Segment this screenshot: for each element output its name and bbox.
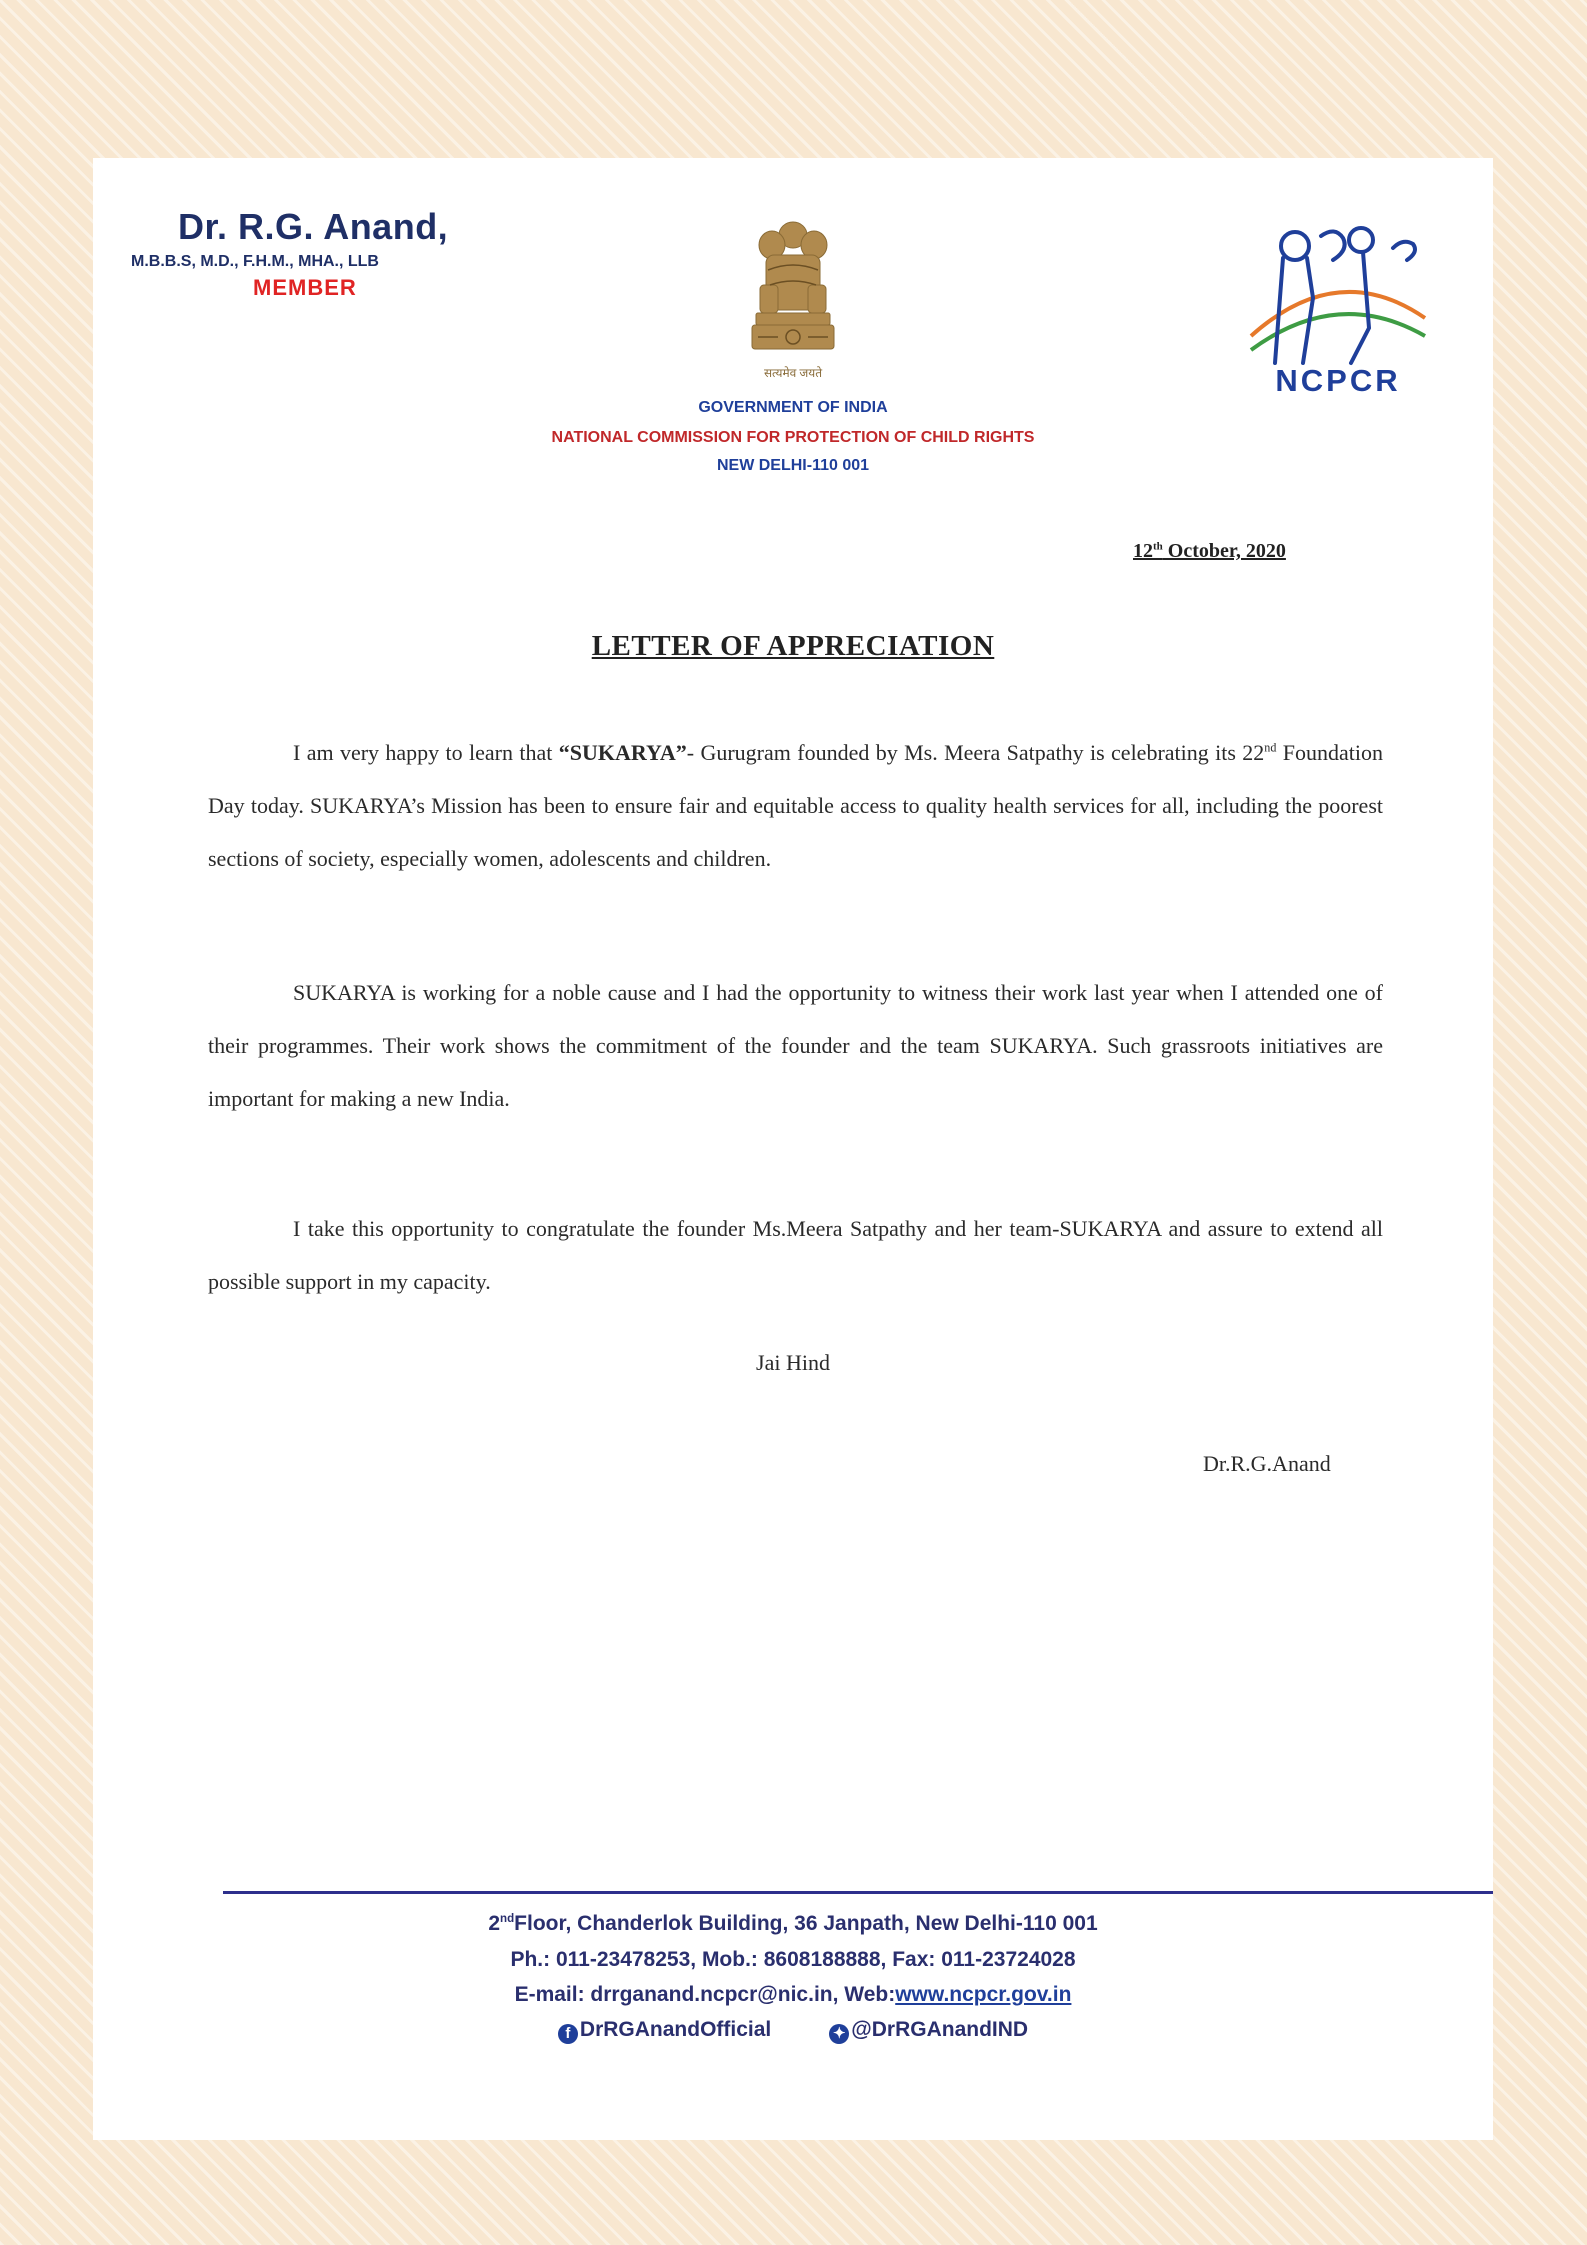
date-day: 12 [1133,540,1153,562]
p1-sukarya-bold: “SUKARYA” [558,740,687,765]
footer-social [93,2018,1493,2044]
org-line-city: NEW DELHI-110 001 [716,457,870,474]
p1-text-c: Foundation Day today. SUKARYA’s Mission has been to ensure fair and equitable access to quality health services for all, including the poorest sections of society, especially women, adolescents and children. [208,740,1383,871]
ncpcr-logo-icon [1243,218,1433,368]
national-emblem-icon [738,215,848,375]
org-line-government: GOVERNMENT OF INDIA [698,399,888,416]
p1-ordinal: nd [1264,740,1277,755]
footer-phone: Ph.: 011-23478253, Mob.: 8608188888, Fax: 011-23724028 [510,1948,1076,1971]
p1-text-b: - Gurugram founded by Ms. Meera Satpathy is celebrating its 22 [686,740,1265,765]
emblem-motto: सत्यमेव जयते [763,366,823,380]
letter-date [1133,540,1286,563]
email-text: E-mail: drrganand.ncpcr@nic.in, Web: [514,1983,896,2006]
paragraph-3: I take this opportunity to congratulate the founder Ms.Meera Satpathy and her team-SUKARYA and assure to extend all possible support in my capacity. [208,1216,1383,1294]
footer-email [93,1983,1493,2007]
org-line-commission: NATIONAL COMMISSION FOR PROTECTION OF CHILD RIGHTS [551,429,1035,446]
facebook-icon[interactable]: f [558,2024,578,2044]
footer-address [93,1912,1493,1936]
footer-divider [223,1891,1493,1894]
address-floor-suffix: nd [500,1913,515,1925]
letter-title: LETTER OF APPRECIATION [591,630,995,662]
date-month-year: October, 2020 [1162,540,1286,562]
paragraph-2: SUKARYA is working for a noble cause and I had the opportunity to witness their work last year when I attended one of their programmes. Their work shows the commitment of the founder and the team SUKARYA. Such grassroots initiatives are important for making a new India. [208,980,1383,1111]
member-role: MEMBER [253,275,357,300]
twitter-handle[interactable]: @DrRGAnandIND [851,2018,1029,2041]
paragraph-1 [208,726,1383,885]
facebook-handle[interactable]: DrRGAnandOfficial [579,2018,772,2041]
website-link[interactable]: www.ncpcr.gov.in [895,1983,1072,2006]
signature-name: Dr.R.G.Anand [1203,1451,1331,1476]
p1-text-a: I am very happy to learn that [293,740,559,765]
member-name: Dr. R.G. Anand, [178,206,449,247]
closing-salutation: Jai Hind [756,1350,830,1375]
member-qualifications: M.B.B.S, M.D., F.H.M., MHA., LLB [131,253,379,270]
date-suffix: th [1153,540,1163,553]
twitter-icon[interactable]: ✦ [829,2024,849,2044]
address-text: Floor, Chanderlok Building, 36 Janpath, New Delhi-110 001 [514,1912,1098,1935]
letter-page [93,158,1493,2140]
address-floor-number: 2 [488,1912,501,1935]
ncpcr-logo-text: NCPCR [1275,363,1401,398]
